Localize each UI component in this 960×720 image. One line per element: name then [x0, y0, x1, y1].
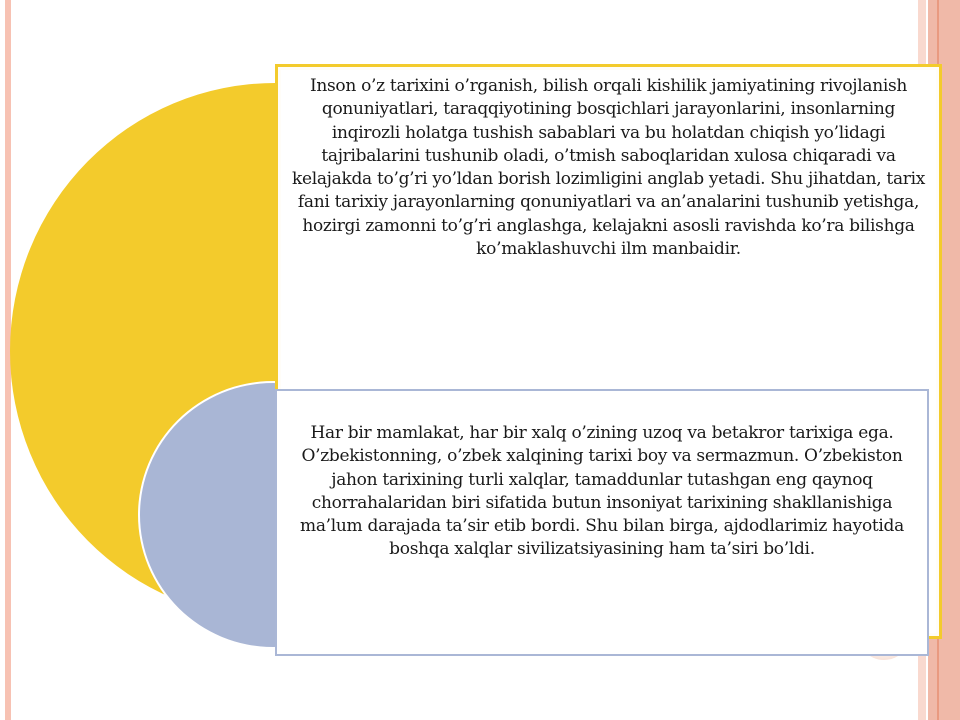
top-paragraph: Inson o’z tarixini o’rganish, bilish orqali kishilik jamiyatining rivojlanish qonuniyatlari, taraqqiyotining bosqichlari jarayonlarini, insonlarning inqirozli holatga tushish sabablari va bu holatdan chiqish yo’lidagi tajribalarini tushunib oladi, o’tmish saboqlaridan xulosa chiqaradi va kelajakda to’g’ri yo’ldan borish lozimligini anglab yetadi. Shu jihatdan, tarix fani tarixiy jarayonlarning qonuniyatlari va an’analarini tushunib yetishga, hozirgi zamonni to’g’ri anglashga, kelajakni asosli ravishda ko’ra bilishga ko’maklashuvchi ilm manbaidir.: [291, 76, 926, 260]
bottom-paragraph: Har bir mamlakat, har bir xalq o’zining uzoq va betakror tarixiga ega. O’zbekistonning, o’zbek xalqining tarixi boy va sermazmun. O’zbekiston jahon tarixining turli xalqlar, tamaddunlar tutashgan eng qaynoq chorrahalaridan biri sifatida butun insoniyat tarixining shakllanishiga ma’lum darajada ta’sir etib bordi. Shu bilan birga, ajdodlarimiz hayotida boshqa xalqlar sivilizatsiyasining ham ta’siri bo’ldi.: [300, 423, 904, 560]
bottom-text-box: [275, 389, 929, 656]
